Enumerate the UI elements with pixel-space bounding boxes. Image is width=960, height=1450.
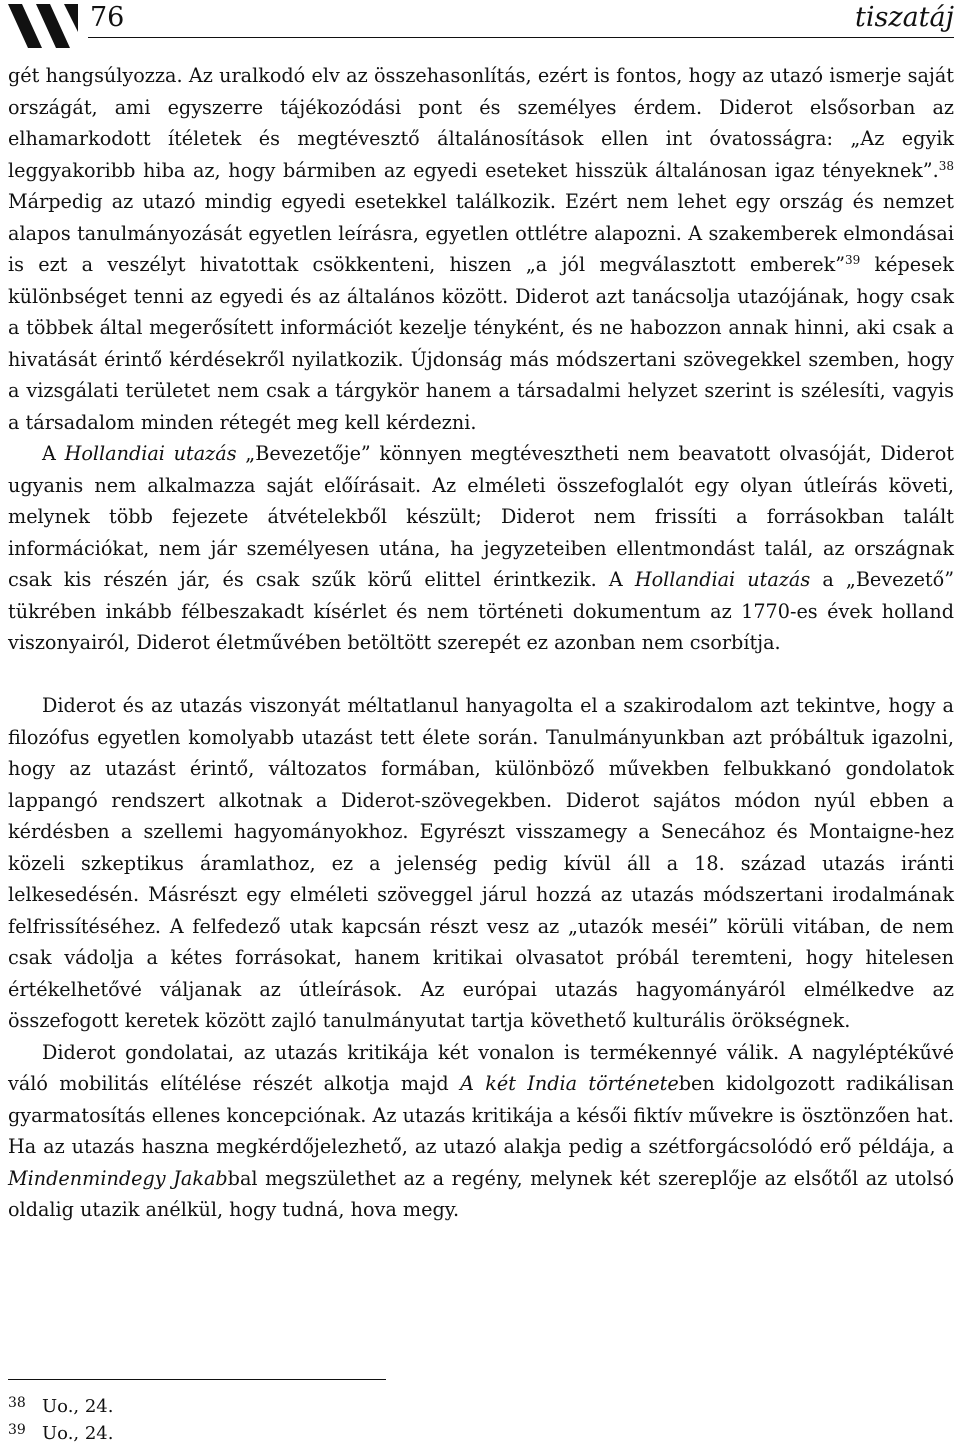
paragraph-2-text-a: A <box>42 442 65 465</box>
article-body <box>8 60 954 1226</box>
paragraph-1-text-a: gét hangsúlyozza. Az uralkodó elv az összehasonlítás, ezért is fontos, hogy az utazó ismerje saját országát, ami egyszerre tájékozódási pont és személyes érdem. Diderot elsősorban az elhamarkodott ítéletek és megtévesztő általánosítások ellen int óvatosságra: „Az egyik leggyakoribb hiba az, hogy bármiben az egyedi eseteket hisszük általánosan igaz tényeknek”. <box>8 64 954 182</box>
footnote-rule <box>8 1379 386 1380</box>
work-title-hollandiai-utazas-2: Hollandiai utazás <box>634 568 811 591</box>
footnote-number: 39 <box>8 1422 26 1438</box>
paragraph-4-text-a: Diderot gondolatai, az utazás kritikája két vonalon is termékennyé válik. A nagyléptékűvé váló mobilitás elítélése részét alkotja majd <box>8 1040 954 1095</box>
footnote-number: 38 <box>8 1395 26 1411</box>
paragraph-2-text-b: „Bevezetője” könnyen megtévesztheti nem beavatott olvasóját, Diderot ugyanis nem alkalmazza saját előírásait. Az elméleti összefoglalót egy olyan útleírás követi, melynek több fejezete átvételekből készült; Diderot nem frissíti a forrásokban talált információkat, nem jár személyesen utána, ha jegyzeteiben ellentmondást talál, az országnak csak kis részén jár, és csak szűk körű elittel érintkezik. A <box>8 442 954 591</box>
paragraph-3 <box>8 690 954 1037</box>
work-title-mindenmindegy-jakab: Mindenmindegy Jakab <box>8 1166 228 1190</box>
footnote-text: Uo., 24. <box>42 1396 114 1417</box>
paragraph-1-text-b: Márpedig az utazó mindig egyedi esetekkel találkozik. Ezért nem lehet egy ország és nemzet alapos tanulmányozását egyetlen leírásra, egyetlen ottlétre alapozni. A szakemberek elmondásai is ezt a veszélyt hivatottak csökkenteni, hiszen „a jól megválasztott emberek” <box>8 190 954 276</box>
work-title-ket-india: A két India története <box>460 1072 679 1095</box>
paragraph-4 <box>8 1037 954 1226</box>
footnote-ref-38[interactable]: 38 <box>938 158 954 173</box>
paragraph-2 <box>8 438 954 659</box>
paragraph-4-text-c: bal megszülethet az a regény, melynek két szereplője az elsőtől az utolsó oldalig utazik anélkül, hogy tudná, hova megy. <box>8 1166 954 1221</box>
paragraph-1 <box>8 60 954 438</box>
paragraph-2-text-c: a „Bevezető” tükrében inkább félbeszakadt kísérlet és nem történeti dokumentum az 1770-es évek holland viszonyairól, Diderot életművében betöltött szerepét ez azonban nem csorbítja. <box>8 568 955 654</box>
work-title-hollandiai-utazas: Hollandiai utazás <box>64 442 237 465</box>
journal-name: tiszatáj <box>855 2 954 33</box>
footnote-39 <box>8 1421 113 1448</box>
paragraph-1-text-c: képesek különbséget tenni az egyedi és az általános között. Diderot azt tanácsolja utazójának, hogy csak a többek által megerősített információt kezelje tényként, és ne habozzon annak hinni, aki csak a hivatását érintő kérdésekről nyilatkozik. Újdonság más módszertani szövegekkel szemben, hogy a vizsgálati területet nem csak a tárgykör hanem a társadalmi helyzet szerint is szélesíti, vagyis a társadalom minden rétegét meg kell kérdezni. <box>8 253 954 434</box>
footnote-ref-39[interactable]: 39 <box>845 253 861 267</box>
footnotes <box>8 1394 113 1448</box>
page-number: 76 <box>90 2 125 33</box>
page-header <box>0 0 960 60</box>
paragraph-3-text: Diderot és az utazás viszonyát méltatlanul hanyagolta el a szakirodalom azt tekintve, hogy a filozófus egyetlen komolyabb utazást tett élete során. Tanulmányunkban azt próbáltuk igazolni, hogy az utazást érintő, változatos formában, különböző művekben felbukkanó gondolatok lappangó rendszert alkotnak a Diderot-szövegekben. Diderot sajátos módon nyúl ebben a kérdésben a szellemi hagyományokhoz. Egyrészt visszamegy a Senecához és Montaigne-hez közeli szkeptikus áramlathoz, ez a jelenség pedig kívül áll a 18. század utazás iránti lelkesedésén. Másrészt egy elméleti szöveggel járul hozzá az utazás módszertani irodalmának felfrissítéséhez. A felfedező utak kapcsán részt vesz az „utazók meséi” körüli vitában, de nem csak vádolja a kétes forrásokat, hanem kritikai olvasatot próbál teremteni, hogy hitelesen értékelhetővé váljanak az útleírások. Az európai utazás hagyományáról elmélkedve az összefogott keretek között zajló tanulmányutat tartja követhető kulturális örökségnek. <box>8 694 954 1032</box>
journal-logo-icon <box>8 4 78 48</box>
footnote-text: Uo., 24. <box>42 1423 114 1444</box>
paragraph-4-text-b: ben kidolgozott radikálisan gyarmatosítás ellenes koncepciónak. Az utazás kritikája a késői fiktív művekre is ösztönzően hat. Ha az utazás haszna megkérdőjelezhető, az utazó alakja pedig a szétforgácsolódó erő példája, a <box>8 1072 955 1158</box>
header-rule <box>88 37 954 38</box>
